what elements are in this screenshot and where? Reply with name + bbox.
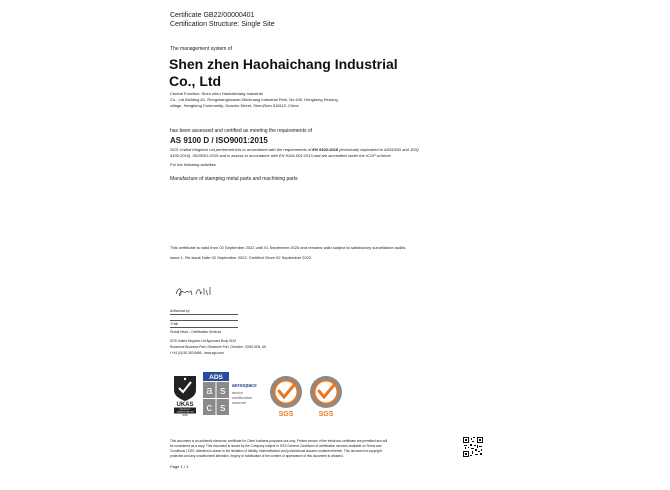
footer-line4: protected and any unauthorized alteration, forgery or falsification of the content or appearance of this document is unlawful.	[170, 454, 344, 458]
page-number: Page 1 / 1	[170, 464, 189, 469]
sgs-text-1: SGS	[278, 411, 294, 418]
statement-part1: SGS United Kingdom Ltd performed this in accordance with the requirements of	[170, 147, 313, 152]
statement-line2: 9100:2016), ISO9001:2015 and is assess in accordance with EN 9104-001:2013 and are accredited under the ICOP scheme.	[170, 153, 392, 158]
authorised-title: Global Head – Certification Services	[170, 330, 222, 334]
ascs-letter-c: c	[206, 402, 212, 414]
sgs-text-2: SGS	[318, 411, 334, 418]
statement-bold: EN 9100:2018	[312, 147, 339, 152]
aerospace-line2: sector	[232, 390, 243, 395]
sgs-badge-2	[307, 374, 345, 418]
ascs-letter-s2: s	[220, 402, 226, 414]
sgs-badge-1	[267, 374, 305, 418]
statement-line1	[170, 147, 419, 152]
ads-label: ADS	[209, 374, 223, 381]
ukas-number: 0005	[182, 413, 188, 416]
aerospace-line3: certification	[232, 395, 253, 400]
authorised-label: Authorised by	[170, 309, 190, 313]
sgs-address-line3: t +44 (0)151 350 6666 - www.sgs.com	[170, 351, 224, 355]
ukas-logo	[170, 372, 200, 416]
validity-text: This certificate is valid from 02 September 2022 until 01 September 2025 and remains valid subject to satisfactory surveillance audits.	[170, 245, 407, 250]
qr-code	[463, 437, 483, 457]
certificate-number: Certificate GB22/00000401	[170, 12, 255, 19]
sgs-address-line2: Rossmore Business Park, Ellesmere Port, Cheshire, CH65 3EN, UK	[170, 345, 267, 349]
authorised-name: J Hall	[170, 322, 178, 326]
ads-ascs-logo	[203, 372, 229, 416]
company-name-line1: Shen zhen Haohaichang Industrial	[169, 56, 398, 72]
address-line2: village, Hengkeng Community, Guanhu Street, ShenZhen 518110, China	[170, 103, 299, 108]
activities-label: For the following activities	[170, 162, 216, 167]
signature	[172, 282, 232, 300]
assessed-text: has been assessed and certified as meeting the requirements of	[170, 128, 313, 134]
ascs-letter-a: a	[206, 385, 213, 397]
statement-part2: (technically equivalent to AS9100D and JISQ	[338, 147, 419, 152]
activities: Manufacture of stamping metal parts and machining parts	[170, 176, 298, 182]
ascs-letter-s1: s	[220, 385, 226, 397]
ukas-text: UKAS	[176, 402, 194, 408]
management-label: The management system of	[170, 46, 232, 52]
certification-structure: Certification Structure: Single Site	[170, 21, 275, 28]
ukas-sub1: PRODUCT	[179, 409, 191, 412]
standard-title: AS 9100 D / ISO9001:2015	[170, 136, 268, 145]
sgs-address-line1: SGS United Kingdom Ltd Approved Body 0120	[170, 339, 237, 343]
address-line1: Co., Ltd Building A1, Rongchanghuawei Zhichuang Industrial Park, No.440, Hengkeng Hedong	[170, 97, 338, 102]
footer-line1: This document is an authentic electronic certificate for Client business purposes use only. Printed version of the electronic certificate are permitted and will	[170, 439, 388, 443]
issue-text: Issue 1. Re-issue Date 02 September 2022. Certified Since 02 September 2022.	[170, 255, 313, 260]
central-function: Central Function: Shen zhen Haohaichang Industrial	[170, 91, 263, 96]
ukas-sub2: CERTIFICATION	[176, 411, 194, 414]
footer-line2: be considered as a copy. This document is issued by the Company subject to SGS General Conditions of certification services available on Terms and	[170, 444, 382, 448]
footer-line3: Conditions | SGS. Attention is drawn to the limitation of liability, indemnification and jurisdictional clauses contained therein. This document is copyright	[170, 449, 382, 453]
authorised-line	[170, 320, 238, 321]
company-name-line2: Co., Ltd	[169, 73, 222, 89]
name-line	[170, 327, 238, 328]
authorised-line-top	[170, 314, 238, 315]
aerospace-line1: aerospace	[232, 383, 257, 389]
aerospace-line4: scheme	[232, 400, 247, 405]
